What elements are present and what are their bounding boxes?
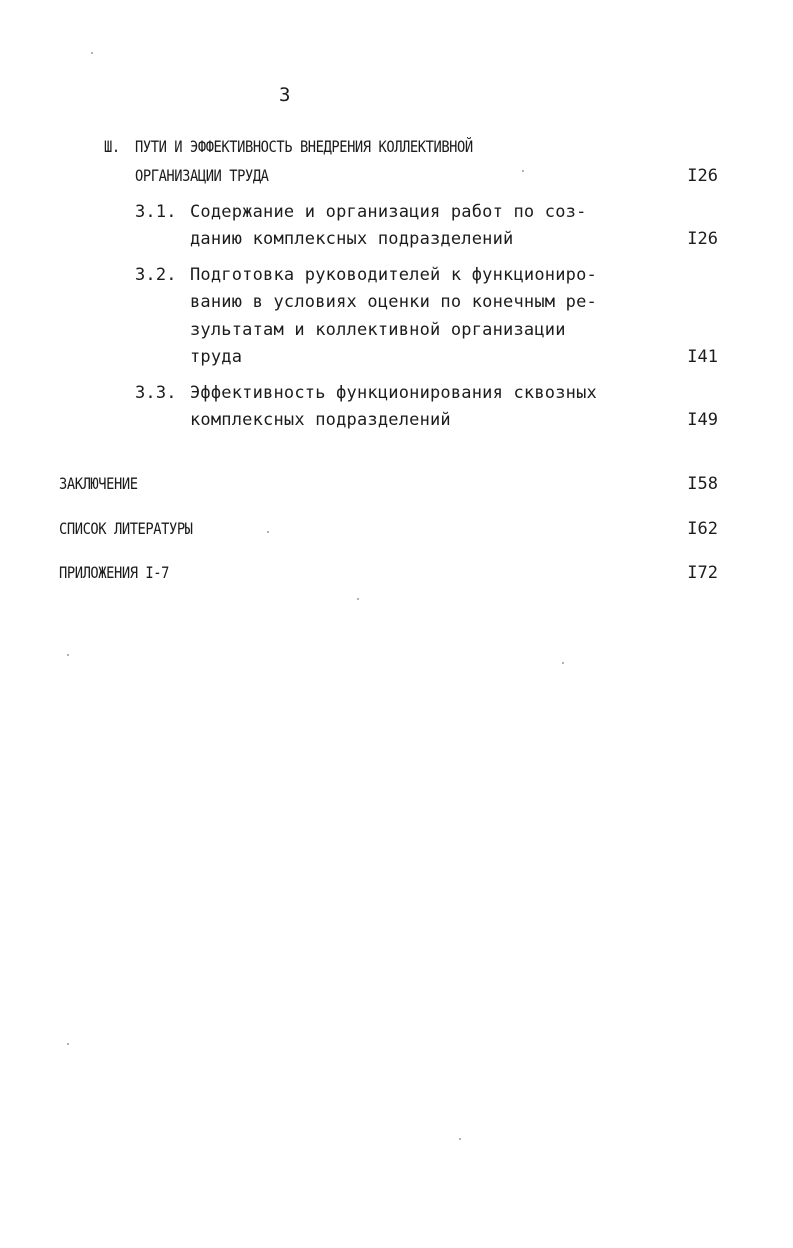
section-title-line: комплексных подразделений (190, 410, 451, 430)
appendices-page: I72 (687, 563, 718, 583)
conclusion-page: I58 (687, 474, 718, 494)
section-title-line: ванию в условиях оценки по конечным ре- (190, 292, 597, 312)
section-title-line: Содержание и организация работ по соз- (190, 202, 587, 222)
section-number: 3.1. (135, 202, 177, 222)
scan-speck (67, 654, 69, 656)
scan-speck (267, 531, 269, 533)
scan-speck (522, 170, 524, 172)
section-page: I26 (687, 229, 718, 249)
section-number: 3.2. (135, 265, 177, 285)
section-title-line: Эффективность функционирования сквозных (190, 383, 597, 403)
scan-speck (67, 1043, 69, 1045)
bibliography-title: СПИСОК ЛИТЕРАТУРЫ (59, 519, 193, 538)
section-title-line: труда (190, 347, 243, 367)
page-number: 3 (279, 84, 291, 106)
chapter-title-line-2: ОРГАНИЗАЦИИ ТРУДА (135, 166, 269, 185)
section-page: I41 (687, 347, 718, 367)
chapter-page: I26 (687, 166, 718, 186)
scan-speck (91, 52, 93, 54)
section-title-line: зультатам и коллективной организации (190, 320, 566, 340)
scan-speck (357, 598, 359, 600)
chapter-title-line-1: ПУТИ И ЭФФЕКТИВНОСТЬ ВНЕДРЕНИЯ КОЛЛЕКТИВНОЙ (135, 137, 473, 156)
bibliography-page: I62 (687, 519, 718, 539)
section-number: 3.3. (135, 383, 177, 403)
scan-speck (562, 662, 564, 664)
chapter-numeral: Ш. (104, 137, 120, 156)
section-title-line: данию комплексных подразделений (190, 229, 514, 249)
appendices-title: ПРИЛОЖЕНИЯ I-7 (59, 563, 169, 582)
scan-speck (459, 1138, 461, 1140)
conclusion-title: ЗАКЛЮЧЕНИЕ (59, 474, 138, 493)
section-title-line: Подготовка руководителей к функциониро- (190, 265, 597, 285)
section-page: I49 (687, 410, 718, 430)
